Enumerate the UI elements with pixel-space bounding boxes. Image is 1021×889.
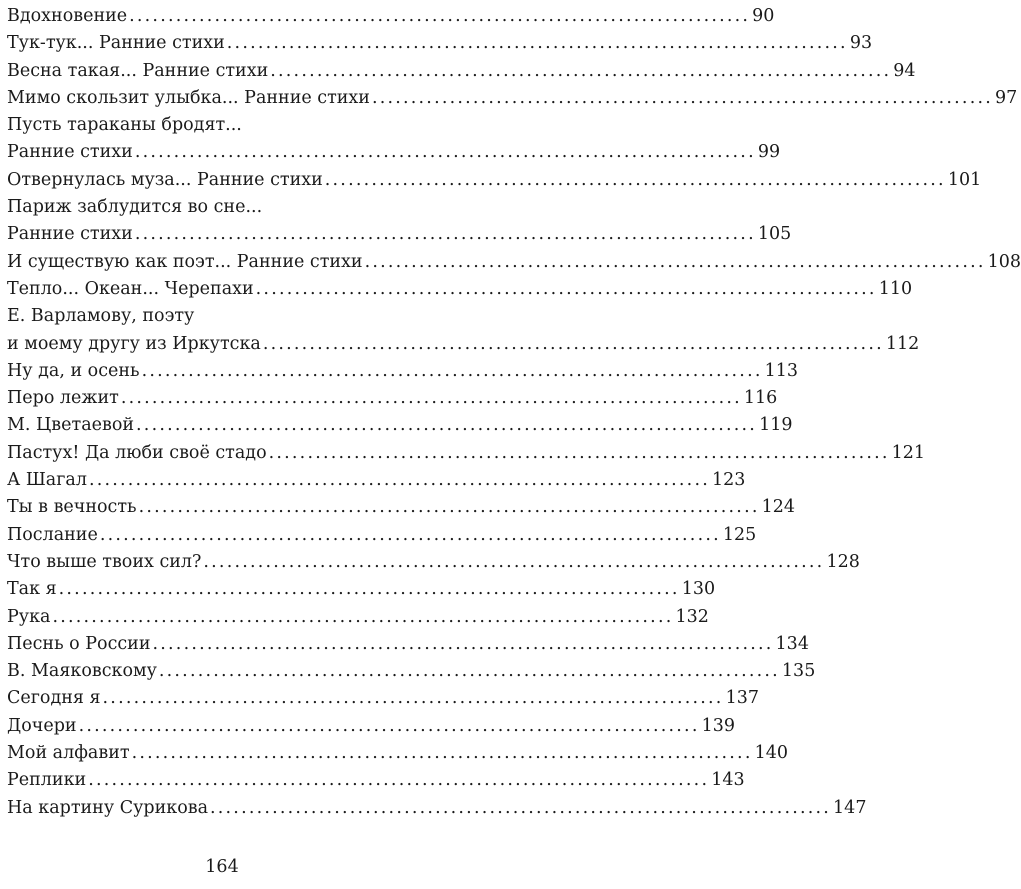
toc-entry [7, 85, 1018, 112]
toc-entry-page: 130 [681, 579, 716, 600]
toc-entry-page: 90 [752, 6, 775, 26]
toc-entry-page: 93 [849, 33, 873, 54]
toc-entry-page: 132 [675, 606, 709, 627]
dot-leader: ................................................................................ [138, 497, 760, 518]
toc-entry-page: 116 [743, 388, 778, 409]
toc-entry-page: 125 [722, 524, 757, 545]
dot-leader: ................................................................................ [364, 251, 986, 272]
toc-entry-page: 112 [885, 333, 920, 354]
dot-leader: ................................................................................ [255, 278, 877, 299]
toc-entry-page: 99 [757, 142, 781, 163]
toc-entry-title: М. Цветаевой [7, 415, 135, 436]
dot-leader: ................................................................................ [262, 333, 884, 354]
dot-leader: ................................................................................ [88, 770, 710, 791]
toc-entry [7, 685, 759, 712]
dot-leader: ................................................................................ [129, 6, 751, 26]
toc-entry [7, 385, 778, 412]
toc-entry-page: 97 [995, 87, 1018, 108]
toc-entry-title: Тепло... Океан... Черепахи [7, 278, 254, 299]
toc-entry [7, 139, 781, 166]
toc-entry-page: 110 [878, 278, 913, 299]
toc-entry [7, 221, 792, 248]
toc-entry-page: 105 [757, 224, 792, 245]
toc-entry [7, 467, 746, 494]
table-of-contents [7, 3, 1021, 822]
toc-entry-page: 119 [759, 415, 793, 436]
toc-entry [7, 494, 796, 521]
toc-entry-page: 137 [725, 688, 759, 709]
toc-entry-title: Пусть тараканы бродят... [7, 115, 242, 136]
toc-entry-page: 128 [826, 551, 860, 572]
dot-leader: ................................................................................ [141, 360, 763, 381]
toc-entry-page: 139 [701, 715, 735, 736]
dot-leader: ................................................................................ [131, 743, 753, 764]
toc-entry-page: 143 [711, 770, 745, 791]
toc-entry-page: 101 [947, 169, 982, 190]
dot-leader: ................................................................................ [158, 661, 780, 682]
toc-entry-page: 94 [893, 60, 916, 81]
toc-entry [7, 30, 873, 57]
dot-leader: ................................................................................ [99, 524, 721, 545]
toc-entry [7, 713, 735, 740]
toc-entry-title: и моему другу из Иркутска [7, 333, 261, 354]
toc-entry-page: 134 [775, 633, 809, 654]
toc-entry [7, 576, 716, 603]
toc-entry-page: 147 [833, 797, 867, 818]
dot-leader: ................................................................................ [134, 142, 756, 163]
dot-leader: ................................................................................ [324, 169, 946, 190]
dot-leader: ................................................................................ [102, 688, 724, 709]
toc-entry-title: На картину Сурикова [7, 797, 209, 818]
toc-entry-title: А Шагал [7, 470, 87, 491]
toc-entry-title: Париж заблудится во сне... [7, 197, 263, 218]
dot-leader: ................................................................................ [210, 797, 832, 818]
toc-entry [7, 631, 809, 658]
dot-leader: ................................................................................ [78, 715, 700, 736]
toc-entry [7, 3, 775, 30]
toc-entry-title: Песнь о России [7, 633, 151, 654]
toc-entry-title: Ты в вечность [7, 497, 137, 518]
toc-entry-title: В. Маяковскому [7, 661, 157, 682]
toc-entry-page: 113 [764, 360, 799, 381]
toc-entry [7, 249, 1021, 276]
dot-leader: ................................................................................ [268, 442, 890, 463]
dot-leader: ................................................................................ [58, 579, 680, 600]
dot-leader: ................................................................................ [136, 415, 758, 436]
toc-entry-page: 123 [711, 470, 746, 491]
toc-entry-title: Сегодня я [7, 688, 101, 709]
toc-entry-title: Ну да, и осень [7, 360, 140, 381]
toc-entry-page: 108 [987, 251, 1021, 272]
toc-entry-page: 140 [754, 743, 788, 764]
toc-entry-title: Е. Варламову, поэту [7, 306, 195, 327]
toc-entry-title: Послание [7, 524, 98, 545]
dot-leader: ................................................................................ [226, 33, 848, 54]
toc-entry-title: Ранние стихи [7, 224, 133, 245]
toc-entry [7, 549, 860, 576]
dot-leader: ................................................................................ [52, 606, 674, 627]
toc-entry [7, 740, 788, 767]
toc-entry [7, 522, 757, 549]
toc-entry-title: Тук-тук... Ранние стихи [7, 33, 225, 54]
toc-entry-title: Вдохновение [7, 6, 128, 26]
toc-entry [7, 658, 816, 685]
toc-entry [7, 412, 793, 439]
toc-entry-title: Так я [7, 579, 57, 600]
dot-leader: ................................................................................ [120, 388, 742, 409]
toc-entry [7, 58, 916, 85]
toc-entry-title: Отвернулась муза... Ранние стихи [7, 169, 323, 190]
toc-entry [7, 167, 982, 194]
toc-entry-title: Мой алфавит [7, 743, 130, 764]
toc-entry-title: Пастух! Да люби своё стадо [7, 442, 267, 463]
toc-entry [7, 767, 745, 794]
toc-entry-page: 121 [891, 442, 926, 463]
toc-entry-title: Что выше твоих сил? [7, 551, 202, 572]
toc-entry-title: Реплики [7, 770, 87, 791]
dot-leader: ................................................................................ [134, 224, 756, 245]
dot-leader: ................................................................................ [152, 633, 774, 654]
dot-leader: ................................................................................ [203, 551, 825, 572]
dot-leader: ................................................................................ [371, 87, 993, 108]
page-number: 164 [205, 857, 239, 877]
toc-entry [7, 276, 913, 303]
dot-leader: ................................................................................ [270, 60, 892, 81]
toc-entry-title: Перо лежит [7, 388, 119, 409]
toc-entry-page: 135 [781, 661, 816, 682]
toc-entry-title: И существую как поэт... Ранние стихи [7, 251, 363, 272]
toc-entry [7, 112, 441, 139]
toc-entry-title: Весна такая... Ранние стихи [7, 60, 269, 81]
toc-entry [7, 331, 920, 358]
dot-leader: ................................................................................ [88, 470, 710, 491]
toc-entry [7, 795, 867, 822]
toc-entry [7, 440, 926, 467]
toc-entry-page: 124 [761, 497, 796, 518]
toc-entry-title: Мимо скользит улыбка... Ранние стихи [7, 87, 370, 108]
toc-entry [7, 358, 799, 385]
toc-entry-title: Ранние стихи [7, 142, 133, 163]
toc-entry-title: Рука [7, 606, 51, 627]
toc-entry [7, 194, 441, 221]
toc-entry [7, 303, 441, 330]
toc-entry-title: Дочери [7, 715, 77, 736]
toc-entry [7, 604, 709, 631]
